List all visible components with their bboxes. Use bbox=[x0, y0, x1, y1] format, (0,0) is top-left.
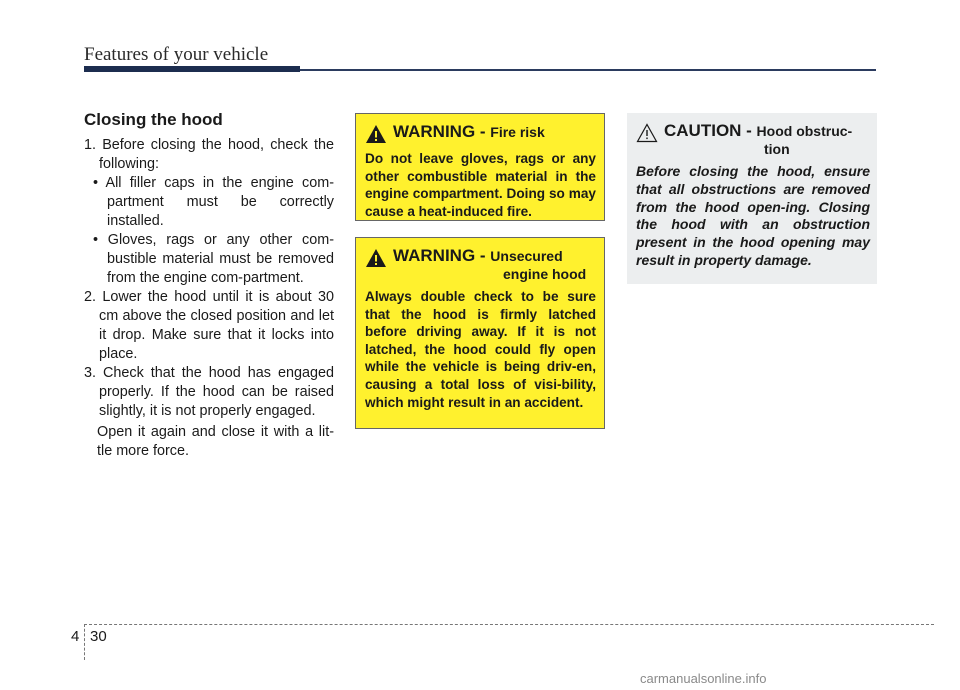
warning-hood-box bbox=[355, 237, 605, 429]
page-header-title: Features of your vehicle bbox=[84, 44, 269, 65]
caution-heading bbox=[636, 121, 870, 157]
caution-hood-box bbox=[627, 113, 877, 284]
warning-hood-heading bbox=[365, 246, 596, 282]
main-column bbox=[84, 110, 334, 461]
warning-fire-subject: Fire risk bbox=[490, 124, 545, 140]
warning-triangle-icon bbox=[365, 124, 387, 144]
watermark: carmanualsonline.info bbox=[640, 671, 767, 686]
page-number: 30 bbox=[90, 628, 107, 645]
warning-fire-box bbox=[355, 113, 605, 221]
footer-rule bbox=[84, 624, 934, 625]
header-rule-thin bbox=[300, 69, 876, 71]
chapter-number: 4 bbox=[71, 628, 80, 645]
step-1: 1. Before closing the hood, check the following: bbox=[84, 137, 334, 172]
warning-hood-label: WARNING - bbox=[393, 246, 491, 265]
step-3-note: Open it again and close it with a lit-tle more force. bbox=[97, 424, 334, 459]
caution-label: CAUTION - bbox=[664, 121, 757, 140]
footer-divider bbox=[84, 624, 85, 660]
caution-subject-line2: tion bbox=[764, 141, 790, 157]
warning-hood-subject: Unsecured bbox=[490, 248, 563, 264]
header-rule-thick bbox=[84, 66, 300, 72]
warning-triangle-icon bbox=[365, 248, 387, 268]
step-3: 3. Check that the hood has engaged properly. If the hood can be raised slightly, it is not properly engaged. bbox=[84, 365, 334, 419]
step-1-bullet-2: • Gloves, rags or any other com-bustible material must be removed from the engine com-partment. bbox=[93, 232, 334, 286]
warning-fire-label: WARNING - bbox=[393, 122, 491, 141]
step-1-bullet-1: • All filler caps in the engine com-partment must be correctly installed. bbox=[93, 175, 334, 229]
warning-hood-body: Always double check to be sure that the hood is firmly latched before driving away. If it is not latched, the hood could fly open while the vehicle is being driv-en, causing a total loss of visi-bility, which might result in an accident. bbox=[365, 289, 596, 410]
warning-fire-heading bbox=[365, 122, 596, 144]
caution-subject: Hood obstruc- bbox=[756, 123, 853, 139]
section-title: Closing the hood bbox=[84, 110, 223, 129]
step-2: 2. Lower the hood until it is about 30 cm above the closed position and let it drop. Make sure that it locks into place. bbox=[84, 289, 334, 362]
caution-body: Before closing the hood, ensure that all obstructions are removed from the hood open-ing. Closing the hood with an obstruction present in the hood opening may result in property damage. bbox=[636, 163, 870, 268]
warning-hood-subject-line2: engine hood bbox=[503, 266, 587, 282]
warning-fire-body: Do not leave gloves, rags or any other combustible material in the engine compartment. Doing so may cause a heat-induced fire. bbox=[365, 151, 596, 219]
caution-triangle-icon bbox=[636, 123, 658, 143]
